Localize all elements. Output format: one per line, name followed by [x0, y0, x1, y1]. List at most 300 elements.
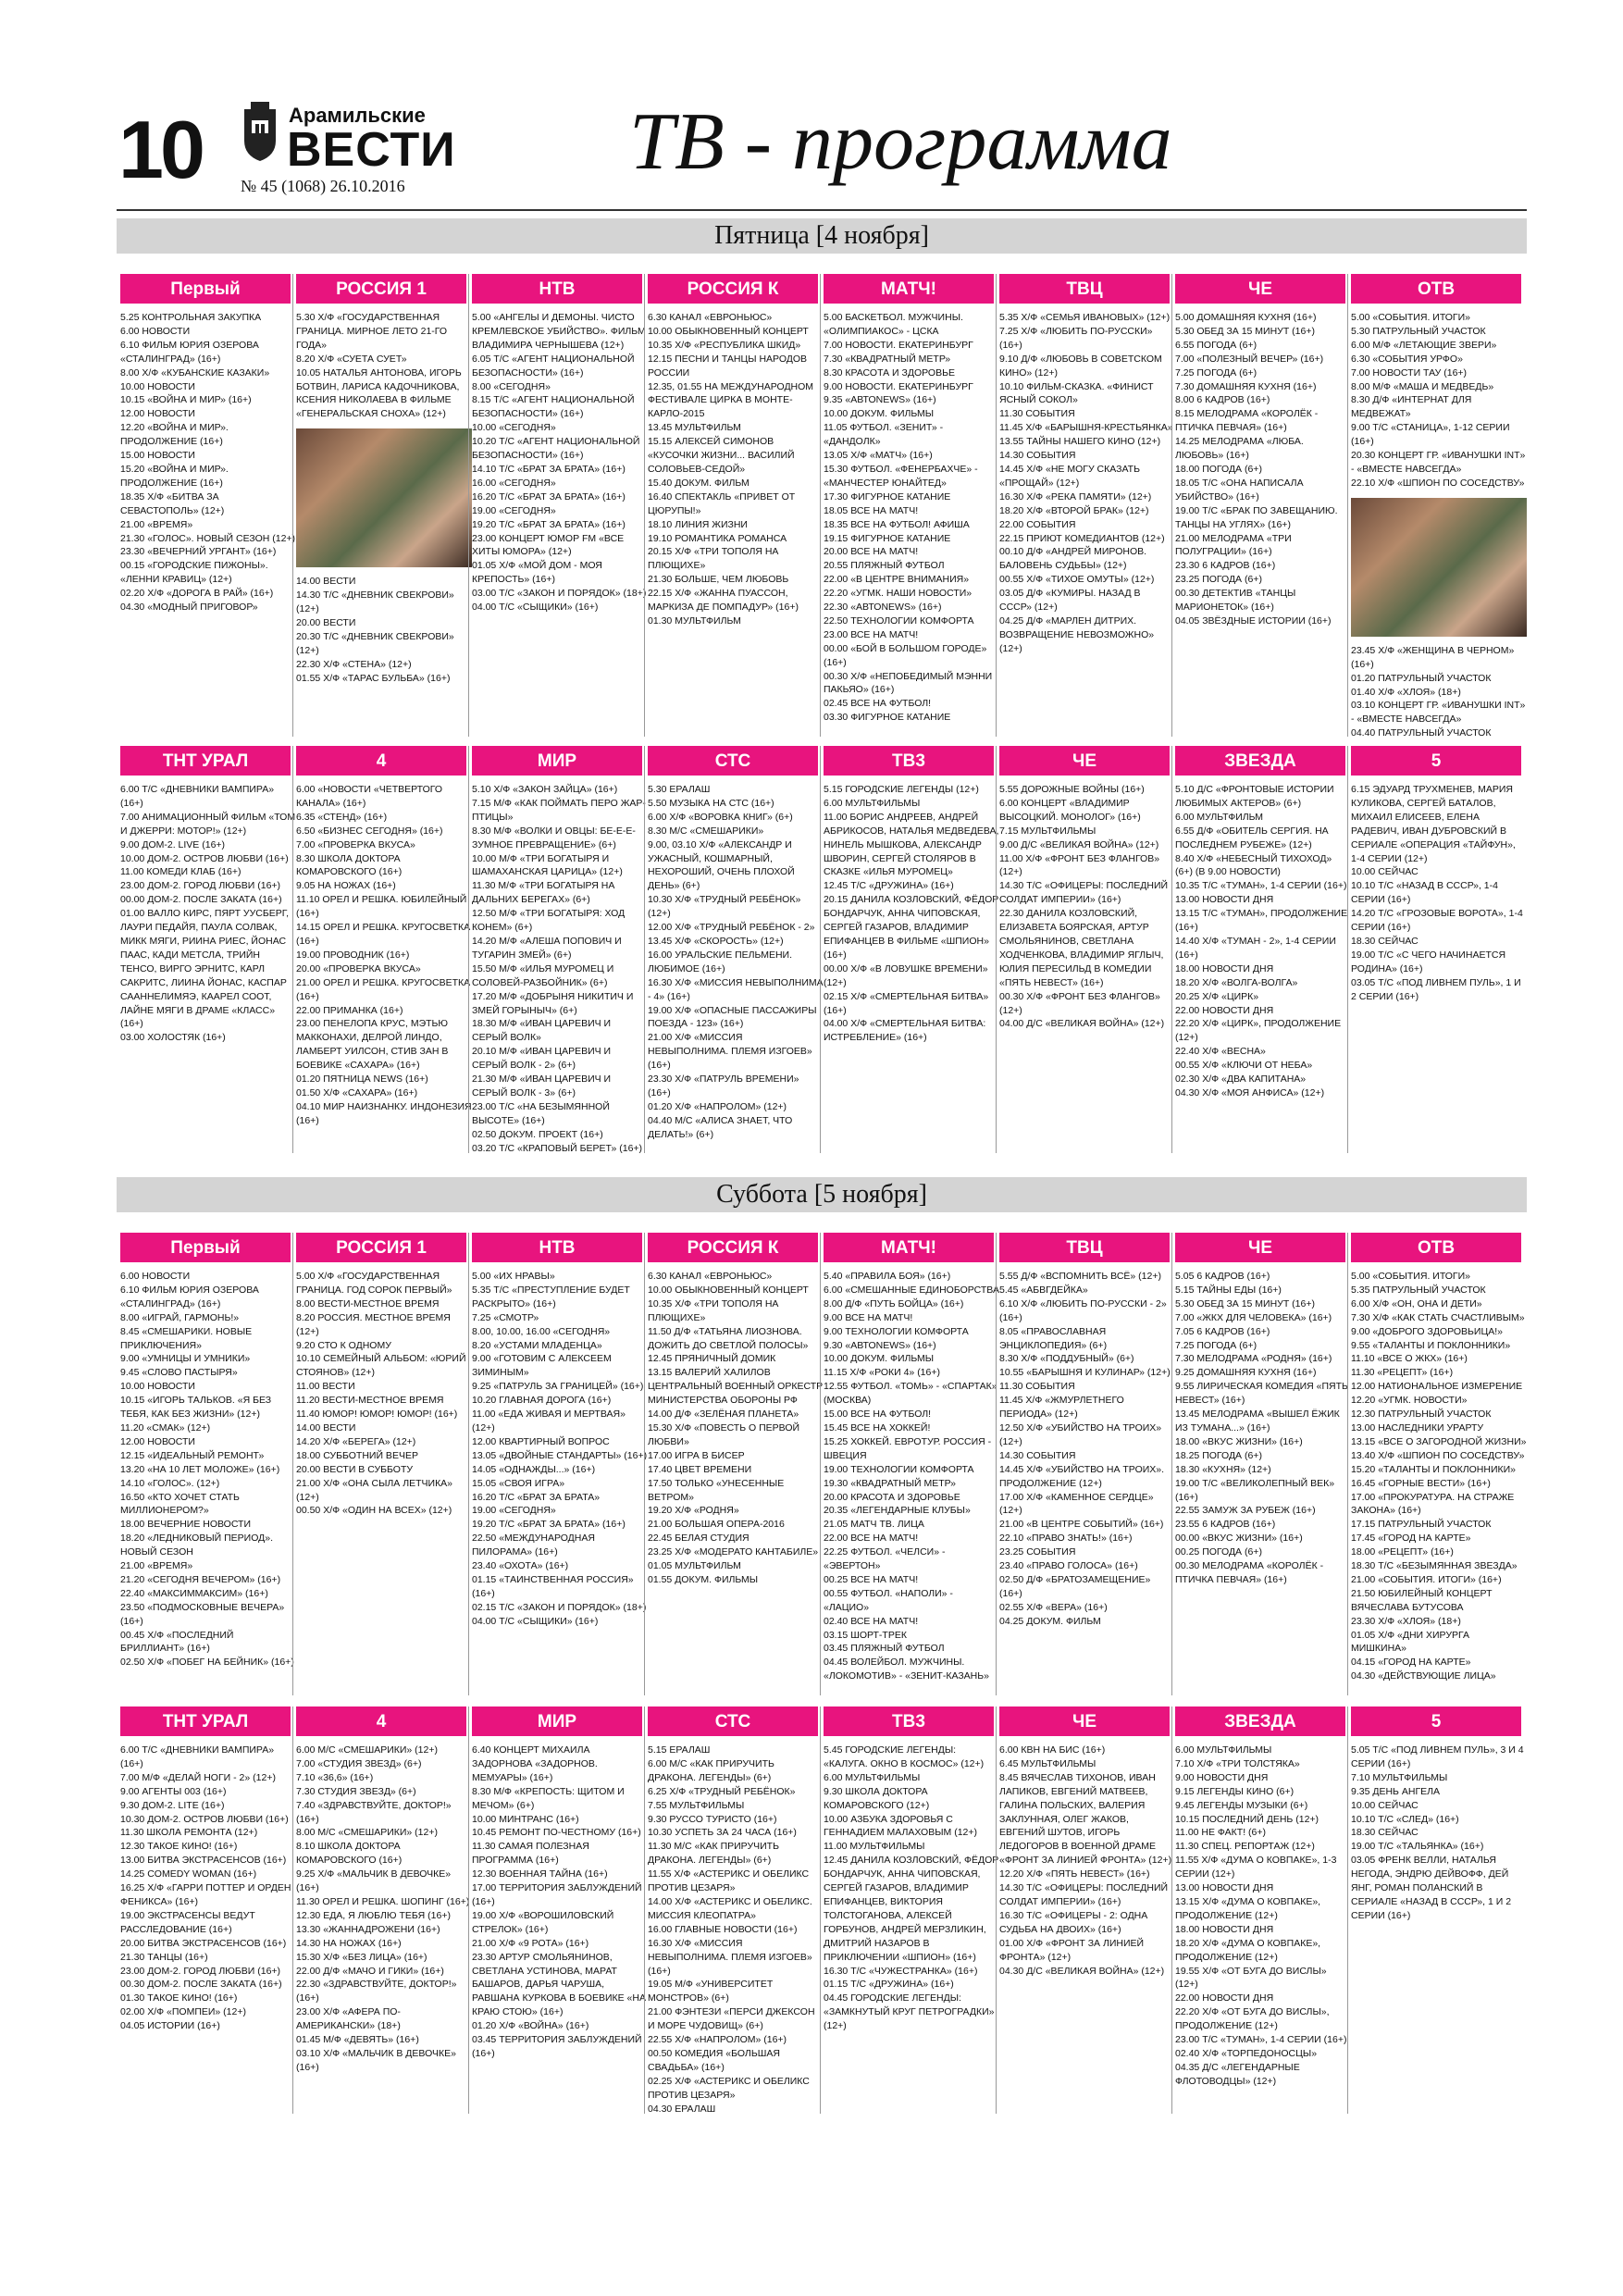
newspaper-name-top: Арамильские — [289, 104, 426, 127]
program-entry: 7.25 «СМОТР» — [472, 1311, 539, 1323]
program-entry: 11.40 ЮМОР! ЮМОР! ЮМОР! (16+) — [296, 1409, 458, 1421]
program-entry: 04.00 Х/Ф «СМЕРТЕЛЬНАЯ БИТВА: ИСТРЕБЛЕНИЕ» (16+) — [824, 1018, 986, 1044]
program-entry: 6.40 КОНЦЕРТ МИХАИЛА ЗАДОРНОВА «ЗАДОРНОВ. МЕМУАРЫ» (16+) — [472, 1744, 598, 1783]
program-entry: 9.30 ДОМ-2. LITE (16+) — [120, 1799, 225, 1811]
program-entry: 12.45 Т/С «ДРУЖИНА» (16+) — [824, 880, 954, 892]
program-entry: 21.00 ОРЕЛ И РЕШКА. КРУГОСВЕТКА (16+) — [296, 976, 471, 1002]
program-entry: 15.00 НОВОСТИ — [120, 450, 195, 462]
program-entry: 21.00 ФЭНТЕЗИ «ПЕРСИ ДЖЕКСОН И МОРЕ ЧУДОВИЩ» (6+) — [648, 2006, 815, 2032]
program-entry: 00.30 Х/Ф «НЕПОБЕДИМЫЙ МЭННИ ПАКЬЯО» (16+) — [824, 670, 993, 696]
program-entry: 12.00 Х/Ф «ТРУДНЫЙ РЕБЁНОК - 2» — [648, 922, 815, 934]
program-entry: 9.00 ДОМ-2. LIVE (16+) — [120, 838, 226, 850]
channel-logo — [472, 1706, 648, 1736]
program-entry: 14.30 СОБЫТИЯ — [999, 1449, 1076, 1461]
program-entry: 5.15 ГОРОДСКИЕ ЛЕГЕНДЫ (12+) — [824, 784, 979, 795]
program-entry: 7.00 НОВОСТИ. ЕКАТЕРИНБУРГ — [824, 339, 973, 351]
program-entry: 7.15 М/Ф «КАК ПОЙМАТЬ ПЕРО ЖАР-ПТИЦЫ» — [472, 797, 646, 823]
channel-column — [120, 274, 296, 737]
promo-photo — [1351, 498, 1527, 637]
program-entry: 17.30 ФИГУРНОЕ КАТАНИЕ — [824, 490, 951, 503]
program-entry: 00.00 «ВКУС ЖИЗНИ» (16+) — [1175, 1533, 1303, 1545]
program-entry: 6.00 МУЛЬТФИЛЬМ — [1175, 811, 1264, 823]
program-entry: 8.00, 10.00, 16.00 «СЕГОДНЯ» — [472, 1325, 611, 1337]
program-entry: 5.45 ГОРОДСКИЕ ЛЕГЕНДЫ: «КАЛУГА. ОКНО В КОСМОС» (12+) — [824, 1744, 985, 1769]
program-entry: 12.50 Х/Ф «УБИЙСТВО НА ТРОИХ» (12+) — [999, 1421, 1162, 1447]
program-entry: 9.00, 03.10 Х/Ф «АЛЕКСАНДР И УЖАСНЫЙ, КОШМАРНЫЙ, НЕХОРОШИЙ, ОЧЕНЬ ПЛОХОЙ ДЕНЬ» (6+) — [648, 838, 795, 892]
program-entry: 14.45 Х/Ф «УБИЙСТВО НА ТРОИХ». ПРОДОЛЖЕНИЕ (12+) — [999, 1463, 1165, 1489]
program-entry: 9.55 ЛИРИЧЕСКАЯ КОМЕДИЯ «ПЯТЬ НЕВЕСТ» (16+) — [1175, 1381, 1348, 1407]
column-divider — [820, 1233, 821, 1695]
program-entry: 21.50 ЮБИЛЕЙНЫЙ КОНЦЕРТ ВЯЧЕСЛАВА БУТУСОВА — [1351, 1587, 1493, 1613]
program-entry: 22.00 СОБЫТИЯ — [999, 518, 1076, 530]
program-entry: 10.00 «СЕГОДНЯ» — [472, 422, 556, 434]
channel-logo — [824, 274, 999, 304]
program-entry: 13.20 «НА 10 ЛЕТ МОЛОЖЕ» (16+) — [120, 1463, 280, 1475]
program-entry: 00.30 Х/Ф «ФРОНТ БЕЗ ФЛАНГОВ» (12+) — [999, 990, 1160, 1016]
program-entry: 5.10 Д/С «ФРОНТОВЫЕ ИСТОРИИ ЛЮБИМЫХ АКТЕРОВ» (6+) — [1175, 784, 1334, 809]
program-entry: 02.20 Х/Ф «ДОРОГА В РАЙ» (16+) — [120, 588, 274, 600]
page-title: ТВ - программа — [629, 97, 1172, 187]
channel-logo — [1351, 1706, 1527, 1736]
channel-logo — [1351, 1233, 1527, 1262]
program-entry: 10.00 ОБЫКНОВЕННЫЙ КОНЦЕРТ — [648, 1284, 809, 1296]
program-entry: 19.20 Т/С «БРАТ ЗА БРАТА» (16+) — [472, 518, 626, 530]
program-entry: 00.55 Х/Ф «КЛЮЧИ ОТ НЕБА» — [1175, 1060, 1313, 1072]
program-entry: 14.00 ВЕСТИ — [296, 1421, 356, 1433]
program-entry: 04.40 ПАТРУЛЬНЫЙ УЧАСТОК — [1351, 727, 1492, 737]
program-entry: 11.00 «ЕДА ЖИВАЯ И МЕРТВАЯ» (12+) — [472, 1409, 626, 1433]
program-entry: 5.45 «АБВГДЕЙКА» — [999, 1284, 1088, 1296]
program-entry: 03.10 КОНЦЕРТ ГР. «ИВАНУШКИ INT» - «ВМЕСТЕ НАВСЕГДА» — [1351, 700, 1526, 726]
program-entry: 8.00 «СЕГОДНЯ» — [472, 380, 551, 392]
program-entry: 20.00 БИТВА ЭКСТРАСЕНСОВ (16+) — [120, 1937, 287, 1949]
program-entry: 5.30 ОБЕД ЗА 15 МИНУТ (16+) — [1175, 1297, 1315, 1309]
program-entry: 22.30 ДАНИЛА КОЗЛОВСКИЙ, ЕЛИЗАВЕТА БОЯРСКАЯ, АРТУР СМОЛЬЯНИНОВ, СВЕТЛАНА ХОДЧЕНКОВА, ВЛАДИМИР ЯГЛЫЧ, ЮЛИЯ ПЕРЕСИЛЬД В КОМЕДИИ «ПЯТЬ НЕВЕСТ» (16+) — [999, 908, 1164, 988]
program-entry: 8.45 «СМЕШАРИКИ. НОВЫЕ ПРИКЛЮЧЕНИЯ» — [120, 1325, 253, 1351]
channel-column — [296, 274, 472, 737]
program-entry: 9.00 «ДОБРОГО ЗДОРОВЬИЦА!» — [1351, 1325, 1504, 1337]
program-entry: 03.00 Т/С «ЗАКОН И ПОРЯДОК» (18+) — [472, 588, 647, 600]
program-entry: 21.30 «ГОЛОС». НОВЫЙ СЕЗОН (12+) — [120, 532, 296, 544]
program-entry: 16.45 «ГОРНЫЕ ВЕСТИ» (16+) — [1351, 1477, 1491, 1489]
program-entry: 6.00 М/С «СМЕШАРИКИ» (12+) — [296, 1744, 438, 1756]
program-entry: 14.30 СОБЫТИЯ — [999, 450, 1076, 462]
program-entry: 7.00 «ПОЛЕЗНЫЙ ВЕЧЕР» (16+) — [1175, 353, 1324, 365]
program-entry: 12.15 ПЕСНИ И ТАНЦЫ НАРОДОВ РОССИИ — [648, 353, 808, 379]
channel-column — [648, 1233, 824, 1695]
program-entry: 5.00 «СОБЫТИЯ. ИТОГИ» — [1351, 1271, 1471, 1282]
program-entry: 9.00 Т/С «СТАНИЦА», 1-12 СЕРИИ (16+) — [1351, 422, 1510, 448]
program-entry: 12.20 «УГМК. НОВОСТИ» — [1351, 1395, 1468, 1407]
program-entry: 00.30 ДОМ-2. ПОСЛЕ ЗАКАТА (16+) — [120, 1979, 282, 1991]
program-entry: 9.15 ЛЕГЕНДЫ КИНО (6+) — [1175, 1785, 1295, 1797]
program-entry: 8.15 Т/С «АГЕНТ НАЦИОНАЛЬНОЙ БЕЗОПАСНОСТИ» (16+) — [472, 394, 635, 420]
channel-logo — [296, 746, 472, 776]
channel-column — [1175, 1233, 1351, 1695]
program-entry: 12.20 «ВОЙНА И МИР». ПРОДОЛЖЕНИЕ (16+) — [120, 422, 229, 448]
channel-name: ЧЕ — [1175, 274, 1345, 304]
channel-column — [824, 746, 999, 1153]
program-entry: 13.15 ВАЛЕРИЙ ХАЛИЛОВ ЦЕНТРАЛЬНЫЙ ВОЕННЫЙ ОРКЕСТР МИНИСТЕРСТВА ОБОРОНЫ РФ — [648, 1367, 824, 1407]
program-entry: 01.40 Х/Ф «ХЛОЯ» (18+) — [1351, 686, 1461, 698]
column-divider — [292, 1706, 293, 2114]
issue-line: № 45 (1068) 26.10.2016 — [241, 177, 405, 195]
program-entry: 10.30 УСПЕТЬ ЗА 24 ЧАСА (16+) — [648, 1827, 797, 1839]
page-number: 10 — [118, 104, 202, 195]
coat-of-arms-icon — [241, 100, 279, 163]
program-entry: 21.00 Х/Ф «9 РОТА» (16+) — [472, 1937, 589, 1949]
program-entry: 23.30 6 КАДРОВ (16+) — [1175, 560, 1276, 572]
program-entry: 00.55 Х/Ф «ТИХОЕ ОМУТЫ» (12+) — [999, 574, 1155, 586]
program-entry: 22.00 НОВОСТИ ДНЯ — [1175, 1004, 1274, 1016]
program-entry: 04.05 ИСТОРИИ (16+) — [120, 2020, 220, 2032]
program-entry: 23.30 Х/Ф «ХЛОЯ» (18+) — [1351, 1615, 1461, 1627]
channel-logo — [472, 274, 648, 304]
program-entry: 20.25 Х/Ф «ЦИРК» — [1175, 990, 1259, 1002]
program-entry: 8.10 ШКОЛА ДОКТОРА КОМАРОВСКОГО (16+) — [296, 1841, 403, 1867]
program-entry: 9.30 РУССО ТУРИСТО (16+) — [648, 1813, 777, 1825]
program-entry: 18.30 СЕЙЧАС — [1351, 1827, 1419, 1839]
column-divider — [644, 1233, 645, 1695]
program-entry: 19.05 М/Ф «УНИВЕРСИТЕТ МОНСТРОВ» (6+) — [648, 1979, 774, 2004]
program-entry: 18.05 Т/С «ОНА НАПИСАЛА УБИЙСТВО» (16+) — [1175, 477, 1304, 503]
program-entry: 13.15 «ВСЕ О ЗАГОРОДНОЙ ЖИЗНИ» — [1351, 1435, 1527, 1447]
program-entry: 11.30 «РЕЦЕПТ» (16+) — [1351, 1367, 1454, 1379]
day-header: Суббота [5 ноября] — [117, 1177, 1527, 1212]
program-entry: 14.20 М/Ф «АЛЕША ПОПОВИЧ И ТУГАРИН ЗМЕЙ» (6+) — [472, 935, 622, 961]
program-entry: 16.50 «КТО ХОЧЕТ СТАТЬ МИЛЛИОНЕРОМ?» — [120, 1491, 240, 1517]
channel-logo — [999, 274, 1175, 304]
program-entry: 8.30 Д/Ф «ИНТЕРНАТ ДЛЯ МЕДВЕЖАТ» — [1351, 394, 1472, 420]
program-entry: 16.25 Х/Ф «ГАРРИ ПОТТЕР И ОРДЕН ФЕНИКСА» (16+) — [120, 1882, 291, 1907]
program-entry: 22.40 Х/Ф «ВЕСНА» — [1175, 1046, 1266, 1058]
program-entry: 7.30 МЕЛОДРАМА «РОДНЯ» (16+) — [1175, 1353, 1332, 1365]
program-entry: 14.00 Х/Ф «АСТЕРИКС И ОБЕЛИКС. МИССИЯ КЛЕОПАТРА» — [648, 1895, 812, 1921]
program-entry: 7.00 «СТУДИЯ ЗВЕЗД» (6+) — [296, 1757, 422, 1769]
program-entry: 5.15 ЕРАЛАШ — [648, 1744, 711, 1756]
program-entry: 00.45 Х/Ф «ПОСЛЕДНИЙ БРИЛЛИАНТ» (16+) — [120, 1629, 234, 1655]
program-entry: 00.50 КОМЕДИЯ «БОЛЬШАЯ СВАДЬБА» (16+) — [648, 2047, 780, 2073]
program-entry: 8.00 ВЕСТИ-МЕСТНОЕ ВРЕМЯ — [296, 1297, 440, 1309]
program-entry: 12.00 КВАРТИРНЫЙ ВОПРОС — [472, 1435, 610, 1447]
program-entry: 17.45 «ГОРОД НА КАРТЕ» — [1351, 1533, 1471, 1545]
program-entry: 11.15 Х/Ф «РОКИ 4» (16+) — [824, 1367, 940, 1379]
program-entry: 22.00 Д/Ф «МАЧО И ГИКИ» (16+) — [296, 1965, 444, 1977]
program-entry: 22.30 «АВТОNEWS» (16+) — [824, 602, 942, 614]
program-entry: 04.25 ДОКУМ. ФИЛЬМ — [999, 1615, 1101, 1627]
program-entry: 00.15 «ГОРОДСКИЕ ПИЖОНЫ». «ЛЕННИ КРАВИЦ» (12+) — [120, 560, 268, 586]
channel-column — [824, 1233, 999, 1695]
program-entry: 10.00 НОВОСТИ — [120, 1381, 195, 1393]
program-entry: 04.00 Д/С «ВЕЛИКАЯ ВОЙНА» (12+) — [999, 1018, 1165, 1030]
program-entry: 21.00 «ВРЕМЯ» — [120, 518, 193, 530]
program-entry: 6.10 ФИЛЬМ ЮРИЯ ОЗЕРОВА «СТАЛИНГРАД» (16+) — [120, 339, 259, 365]
program-entry: 03.20 Т/С «КРАПОВЫЙ БЕРЕТ» (16+) — [472, 1142, 643, 1153]
program-entry: 9.10 Д/Ф «ЛЮБОВЬ В СОВЕТСКОМ КИНО» (12+) — [999, 353, 1162, 379]
channel-name: МАТЧ! — [824, 1233, 994, 1262]
program-entry: 5.30 ЕРАЛАШ — [648, 784, 711, 795]
program-entry: 19.20 Х/Ф «РОДНЯ» — [648, 1505, 739, 1517]
program-entry: 19.20 Т/С «БРАТ ЗА БРАТА» (16+) — [472, 1519, 626, 1531]
program-entry: 20.00 ВЕСТИ — [296, 616, 356, 628]
channel-column — [999, 1706, 1175, 2114]
channel-column — [296, 1706, 472, 2114]
channel-name: ТНТ УРАЛ — [120, 746, 291, 776]
column-divider — [820, 1706, 821, 2114]
program-entry: 11.30 САМАЯ ПОЛЕЗНАЯ ПРОГРАММА (16+) — [472, 1841, 589, 1867]
program-entry: 10.00 МИНТРАНС (16+) — [472, 1813, 579, 1825]
program-entry: 10.10 СЕМЕЙНЫЙ АЛЬБОМ: «ЮРИЙ СТОЯНОВ» (12+) — [296, 1353, 466, 1379]
program-entry: 11.30 ОРЕЛ И РЕШКА. ШОПИНГ (16+) — [296, 1895, 470, 1907]
program-entry: 23.30 АРТУР СМОЛЬЯНИНОВ, СВЕТЛАНА УСТИНОВА, МАРАТ БАШАРОВ, ДАРЬЯ ЧАРУША, РАВШАНА КУРКОВА В БОЕВИКЕ «НА КРАЮ СТОЮ» (16+) — [472, 1951, 646, 2018]
program-entry: 23.00 ДОМ-2. ГОРОД ЛЮБВИ (16+) — [120, 880, 281, 892]
program-entry: 12.35, 01.55 НА МЕЖДУНАРОДНОМ ФЕСТИВАЛЕ ЦИРКА В МОНТЕ-КАРЛО-2015 — [648, 380, 814, 420]
channel-column — [648, 274, 824, 737]
program-entry: 19.00 ЭКСТРАСЕНСЫ ВЕДУТ РАССЛЕДОВАНИЕ (16+) — [120, 1909, 255, 1935]
program-entry: 00.30 ДЕТЕКТИВ «ТАНЦЫ МАРИОНЕТОК» (16+) — [1175, 588, 1296, 614]
program-entry: 01.55 ДОКУМ. ФИЛЬМЫ — [648, 1573, 759, 1585]
program-entry: 7.40 «ЗДРАВСТВУЙТЕ, ДОКТОР!» (16+) — [296, 1799, 452, 1825]
program-entry: 15.20 «ТАЛАНТЫ И ПОКЛОННИКИ» — [1351, 1463, 1517, 1475]
program-entry: 10.15 «ИГОРЬ ТАЛЬКОВ. «Я БЕЗ ТЕБЯ, КАК БЕЗ ЖИЗНИ» (12+) — [120, 1395, 272, 1421]
program-entry: 20.15 Х/Ф «ТРИ ТОПОЛЯ НА ПЛЮЩИХЕ» — [648, 546, 779, 572]
program-entry: 13.30 «ЖАННАДРОЖЕНИ (16+) — [296, 1923, 440, 1935]
program-entry: 21.00 Х/Ф «МИССИЯ НЕВЫПОЛНИМА. ПЛЕМЯ ИЗГОЕВ» (16+) — [648, 1032, 812, 1072]
program-entry: 10.00 М/Ф «ТРИ БОГАТЫРЯ И ШАМАХАНСКАЯ ЦАРИЦА» (12+) — [472, 852, 623, 878]
channel-name: ЧЕ — [1175, 1233, 1345, 1262]
program-entry: 6.00 «НОВОСТИ «ЧЕТВЕРТОГО КАНАЛА» (16+) — [296, 784, 443, 809]
program-entry: 12.45 ДАНИЛА КОЗЛОВСКИЙ, ФЁДОР БОНДАРЧУК, АННА ЧИПОВСКАЯ, СЕРГЕЙ ГАЗАРОВ, ВЛАДИМИР ЕПИФАНЦЕВ, ВИКТОРИЯ ТОЛСТОГАНОВА, АЛЕКСЕЙ ГОРБУНОВ, АНДРЕЙ МЕРЗЛИКИН, ДМИТРИЙ НАЗАРОВ В ПРИКЛЮЧЕНИИ «ШПИОН» (16+) — [824, 1855, 999, 1963]
program-entry: 23.30 Х/Ф «ПАТРУЛЬ ВРЕМЕНИ» (16+) — [648, 1074, 799, 1098]
program-entry: 15.20 «ВОЙНА И МИР». ПРОДОЛЖЕНИЕ (16+) — [120, 463, 229, 489]
program-entry: 01.05 Х/Ф «МОЙ ДОМ - МОЯ КРЕПОСТЬ» (16+) — [472, 560, 602, 586]
program-entry: 7.55 МУЛЬТФИЛЬМЫ — [648, 1799, 745, 1811]
program-entry: 10.10 Т/С «СЛЕД» (16+) — [1351, 1813, 1459, 1825]
channel-column — [1351, 274, 1527, 737]
channel-column — [648, 1706, 824, 2114]
program-entry: 5.10 Х/Ф «ЗАКОН ЗАЙЦА» (16+) — [472, 784, 618, 795]
program-entry: 16.00 «СЕГОДНЯ» — [472, 477, 556, 489]
program-entry: 03.15 ШОРТ-ТРЕК — [824, 1629, 907, 1641]
program-entry: 19.00 «СЕГОДНЯ» — [472, 1505, 556, 1517]
program-entry: 10.20 ГЛАВНАЯ ДОРОГА (16+) — [472, 1395, 612, 1407]
program-entry: 10.35 Т/С «ТУМАН», 1-4 СЕРИИ (16+) — [1175, 880, 1347, 892]
program-entry: 13.00 НАСЛЕДНИКИ УРАРТУ — [1351, 1421, 1484, 1433]
channel-logo — [1175, 274, 1351, 304]
program-entry: 10.05 НАТАЛЬЯ АНТОНОВА, ИГОРЬ БОТВИН, ЛАРИСА КАДОЧНИКОВА, КСЕНИЯ НИКОЛАЕВА В ФИЛЬМЕ «ГЕНЕРАЛЬСКАЯ СНОХА» (12+) — [296, 366, 462, 420]
channel-name: РОССИЯ К — [648, 1233, 818, 1262]
program-entry: 01.00 Х/Ф «ФРОНТ ЗА ЛИНИЕЙ ФРОНТА» (12+) — [999, 1937, 1145, 1963]
program-entry: 8.30 Х/Ф «ПОДДУБНЫЙ» (6+) — [999, 1353, 1134, 1365]
program-entry: 7.00 М/Ф «ДЕЛАЙ НОГИ - 2» (12+) — [120, 1771, 276, 1783]
program-entry: 14.30 Т/С «ДНЕВНИК СВЕКРОВИ» (12+) — [296, 590, 454, 615]
program-entry: 18.30 «КУХНЯ» (12+) — [1175, 1463, 1271, 1475]
program-entry: 01.05 МУЛЬТФИЛЬМ — [648, 1560, 741, 1572]
program-entry: 03.05 Д/Ф «КУМИРЫ. НАЗАД В СССР» (12+) — [999, 588, 1141, 614]
program-entry: 14.40 Х/Ф «ТУМАН - 2», 1-4 СЕРИИ (16+) — [1175, 935, 1336, 961]
program-entry: 10.00 СЕЙЧАС — [1351, 1799, 1419, 1811]
program-entry: 18.05 ВСЕ НА МАТЧ! — [824, 504, 919, 516]
program-entry: 9.35 «АВТОNEWS» (16+) — [824, 394, 936, 406]
channel-logo — [648, 746, 824, 776]
program-entry: 12.55 ФУТБОЛ. «ТОМЬ» - «СПАРТАК» (МОСКВА) — [824, 1381, 997, 1407]
program-entry: 19.00 Т/С «БРАК ПО ЗАВЕЩАНИЮ. ТАНЦЫ НА УГЛЯХ» (16+) — [1175, 504, 1338, 530]
channel-name: ТНТ УРАЛ — [120, 1706, 291, 1736]
channel-name: ТВ3 — [824, 1706, 994, 1736]
program-entry: 9.30 ШКОЛА ДОКТОРА КОМАРОВСКОГО (12+) — [824, 1785, 930, 1811]
program-entry: 5.25 КОНТРОЛЬНАЯ ЗАКУПКА — [120, 312, 262, 323]
promo-photo — [296, 428, 472, 567]
program-entry: 11.30 СОБЫТИЯ — [999, 408, 1075, 420]
program-entry: 6.30 «СОБЫТИЯ УРФО» — [1351, 353, 1463, 365]
channel-name: МИР — [472, 1706, 642, 1736]
program-entry: 18.30 М/Ф «ИВАН ЦАРЕВИЧ И СЕРЫЙ ВОЛК» — [472, 1018, 612, 1044]
program-entry: 7.00 «ПРОВЕРКА ВКУСА» — [296, 838, 415, 850]
column-divider — [468, 274, 469, 737]
program-entry: 8.15 МЕЛОДРАМА «КОРОЛЁК - ПТИЧКА ПЕВЧАЯ» (16+) — [1175, 408, 1319, 434]
channel-column — [472, 1706, 648, 2114]
channel-logo — [1175, 1233, 1351, 1262]
program-entry: 6.00 М/С «КАК ПРИРУЧИТЬ ДРАКОНА. ЛЕГЕНДЫ» (6+) — [648, 1757, 774, 1783]
channel-logo — [1175, 746, 1351, 776]
channel-column — [999, 274, 1175, 737]
program-entry: 04.35 Д/С «ЛЕГЕНДАРНЫЕ ФЛОТОВОДЦЫ» (12+) — [1175, 2061, 1300, 2087]
program-entry: 20.00 «ПРОВЕРКА ВКУСА» — [296, 962, 421, 974]
program-entry: 10.35 Х/Ф «ТРИ ТОПОЛЯ НА ПЛЮЩИХЕ» — [648, 1297, 779, 1323]
program-entry: 18.00 НОВОСТИ ДНЯ — [1175, 962, 1274, 974]
program-entry: 16.30 Х/Ф «РЕКА ПАМЯТИ» (12+) — [999, 490, 1152, 503]
channel-logo — [648, 1233, 824, 1262]
program-entry: 11.30 М/Ф «ТРИ БОГАТЫРЯ НА ДАЛЬНИХ БЕРЕГАХ» (6+) — [472, 880, 615, 906]
program-entry: 21.00 Х/Ф «ОНА СЫЛА ЛЕТЧИКА» (12+) — [296, 1477, 453, 1503]
program-entry: 9.30 «АВТОNEWS» (16+) — [824, 1339, 936, 1351]
program-entry: 13.45 МУЛЬТФИЛЬМ — [648, 422, 741, 434]
channel-column — [1351, 1706, 1527, 2114]
program-entry: 11.00 КОМЕДИ КЛАБ (16+) — [120, 866, 242, 878]
program-entry: 00.50 Х/Ф «ОДИН НА ВСЕХ» (12+) — [296, 1505, 452, 1517]
program-entry: 17.00 Х/Ф «КАМЕННОЕ СЕРДЦЕ» (12+) — [999, 1491, 1154, 1517]
channel-column — [1175, 1706, 1351, 2114]
program-entry: 9.55 «ТАЛАНТЫ И ПОКЛОННИКИ» — [1351, 1339, 1511, 1351]
program-entry: 22.30 «ЗДРАВСТВУЙТЕ, ДОКТОР!» (16+) — [296, 1979, 457, 2004]
program-entry: 7.25 ПОГОДА (6+) — [1175, 1339, 1258, 1351]
program-entry: 11.20 «СМАК» (12+) — [120, 1421, 211, 1433]
program-entry: 9.00 ТЕХНОЛОГИИ КОМФОРТА — [824, 1325, 969, 1337]
program-entry: 8.30 ШКОЛА ДОКТОРА КОМАРОВСКОГО (16+) — [296, 852, 403, 878]
program-entry: 21.00 «В ЦЕНТРЕ СОБЫТИЙ» (16+) — [999, 1519, 1164, 1531]
program-entry: 19.00 ПРОВОДНИК (16+) — [296, 949, 410, 961]
program-entry: 10.10 ФИЛЬМ-СКАЗКА. «ФИНИСТ ЯСНЫЙ СОКОЛ» — [999, 380, 1154, 406]
program-entry: 10.15 «ВОЙНА И МИР» (16+) — [120, 394, 252, 406]
program-entry: 10.00 АЗБУКА ЗДОРОВЬЯ С ГЕННАДИЕМ МАЛАХОВЫМ (12+) — [824, 1813, 977, 1839]
channel-name: МИР — [472, 746, 642, 776]
program-entry: 7.30 Х/Ф «КАК СТАТЬ СЧАСТЛИВЫМ» — [1351, 1311, 1525, 1323]
program-entry: 20.15 ДАНИЛА КОЗЛОВСКИЙ, ФЁДОР БОНДАРЧУК, АННА ЧИПОВСКАЯ, СЕРГЕЙ ГАЗАРОВ, ВЛАДИМИР ЕПИФАНЦЕВ В ФИЛЬМЕ «ШПИОН» (16+) — [824, 894, 999, 961]
column-divider — [996, 746, 997, 1153]
channel-column — [296, 1233, 472, 1695]
program-entry: 18.00 ВЕЧЕРНИЕ НОВОСТИ — [120, 1519, 252, 1531]
program-entry: 6.05 Т/С «АГЕНТ НАЦИОНАЛЬНОЙ БЕЗОПАСНОСТИ» (16+) — [472, 353, 635, 379]
channel-name: 5 — [1351, 746, 1521, 776]
program-entry: 23.00 ПЕНЕЛОПА КРУС, МЭТЬЮ МАККОНАХИ, ДЕЛРОЙ ЛИНДО, ЛАМБЕРТ УИЛСОН, СТИВ ЗАН В БОЕВИКЕ «САХАРА» (16+) — [296, 1018, 449, 1072]
program-entry: 18.20 Х/Ф «ВТОРОЙ БРАК» (12+) — [999, 504, 1149, 516]
program-entry: 14.25 COMEDY WOMAN (16+) — [120, 1868, 257, 1880]
program-entry: 19.55 Х/Ф «ОТ БУГА ДО ВИСЛЫ» (12+) — [1175, 1965, 1327, 1991]
program-entry: 14.45 Х/Ф «НЕ МОГУ СКАЗАТЬ «ПРОЩАЙ» (12+) — [999, 463, 1140, 489]
program-entry: 9.35 ДЕНЬ АНГЕЛА — [1351, 1785, 1441, 1797]
program-entry: 15.30 ФУТБОЛ. «ФЕНЕРБАХЧЕ» - «МАНЧЕСТЕР ЮНАЙТЕД» — [824, 463, 978, 489]
program-entry: 17.20 М/Ф «ДОБРЫНЯ НИКИТИЧ И ЗМЕЙ ГОРЫНЫЧ» (6+) — [472, 990, 634, 1016]
channel-column — [1175, 274, 1351, 737]
program-entry: 01.20 Х/Ф «ВОЙНА» (16+) — [472, 2020, 589, 2032]
program-entry: 14.30 Т/С «ОФИЦЕРЫ: ПОСЛЕДНИЙ СОЛДАТ ИМПЕРИИ» (16+) — [999, 1882, 1169, 1907]
program-entry: 13.00 БИТВА ЭКСТРАСЕНСОВ (16+) — [120, 1855, 287, 1867]
program-entry: 12.30 ПАТРУЛЬНЫЙ УЧАСТОК — [1351, 1409, 1492, 1421]
program-entry: 7.05 6 КАДРОВ (16+) — [1175, 1325, 1270, 1337]
program-entry: 6.00 М/Ф «ЛЕТАЮЩИЕ ЗВЕРИ» — [1351, 339, 1497, 351]
program-entry: 5.35 Т/С «ПРЕСТУПЛЕНИЕ БУДЕТ РАСКРЫТО» (16+) — [472, 1284, 630, 1309]
channel-logo — [120, 1706, 296, 1736]
program-entry: 7.10 «36,6» (16+) — [296, 1771, 374, 1783]
program-entry: 10.00 СЕЙЧАС — [1351, 866, 1419, 878]
program-entry: 9.45 ЛЕГЕНДЫ МУЗЫКИ (6+) — [1175, 1799, 1308, 1811]
program-entry: 15.40 ДОКУМ. ФИЛЬМ — [648, 477, 750, 489]
program-entry: 15.45 ВСЕ НА ХОККЕЙ! — [824, 1421, 931, 1433]
program-entry: 5.00 Х/Ф «ГОСУДАРСТВЕННАЯ ГРАНИЦА. ГОД СОРОК ПЕРВЫЙ» — [296, 1271, 452, 1296]
program-entry: 8.20 РОССИЯ. МЕСТНОЕ ВРЕМЯ (12+) — [296, 1311, 451, 1337]
program-entry: 20.00 КРАСОТА И ЗДОРОВЬЕ — [824, 1491, 960, 1503]
program-entry: 11.45 Х/Ф «ЖМУРЛЕТНЕГО ПЕРИОДА» (12+) — [999, 1395, 1124, 1421]
program-entry: 04.00 Т/С «СЫЩИКИ» (16+) — [472, 602, 599, 614]
channel-logo — [296, 274, 472, 304]
program-entry: 6.10 ФИЛЬМ ЮРИЯ ОЗЕРОВА «СТАЛИНГРАД» (16+) — [120, 1284, 259, 1309]
program-entry: 12.15 «ИДЕАЛЬНЫЙ РЕМОНТ» — [120, 1449, 265, 1461]
program-entry: 13.05 «ДВОЙНЫЕ СТАНДАРТЫ» (16+) — [472, 1449, 648, 1461]
program-entry: 23.00 Х/Ф «АФЕРА ПО-АМЕРИКАНСКИ» (18+) — [296, 2006, 401, 2032]
channel-logo — [296, 1706, 472, 1736]
channel-column — [1351, 746, 1527, 1153]
program-entry: 7.00 АНИМАЦИОННЫЙ ФИЛЬМ «ТОМ И ДЖЕРРИ: МОТОР!» (12+) — [120, 811, 296, 837]
program-entry: 01.20 ПАТРУЛЬНЫЙ УЧАСТОК — [1351, 672, 1492, 684]
program-entry: 11.20 ВЕСТИ-МЕСТНОЕ ВРЕМЯ — [296, 1395, 444, 1407]
program-entry: 11.05 ФУТБОЛ. «ЗЕНИТ» - «ДАНДОЛК» — [824, 422, 944, 448]
program-entry: 12.00 НОВОСТИ — [120, 1435, 195, 1447]
channel-logo — [824, 1233, 999, 1262]
column-divider — [996, 1233, 997, 1695]
program-entry: 9.25 «ПАТРУЛЬ ЗА ГРАНИЦЕЙ» (16+) — [472, 1381, 644, 1393]
program-entry: 9.00 ВСЕ НА МАТЧ! — [824, 1311, 913, 1323]
program-entry: 18.30 СЕЙЧАС — [1351, 935, 1419, 947]
program-entry: 6.00 Т/С «ДНЕВНИКИ ВАМПИРА» (16+) — [120, 1744, 275, 1769]
program-entry: 5.35 Х/Ф «СЕМЬЯ ИВАНОВЫХ» (12+) — [999, 312, 1171, 323]
program-entry: 00.10 Д/Ф «АНДРЕЙ МИРОНОВ. БАЛОВЕНЬ СУДЬБЫ» (12+) — [999, 546, 1147, 572]
channel-name: Первый — [120, 274, 291, 304]
program-entry: 22.50 «МЕЖДУНАРОДНАЯ ПИЛОРАМА» (16+) — [472, 1533, 595, 1558]
program-entry: 21.30 БОЛЬШЕ, ЧЕМ ЛЮБОВЬ — [648, 574, 789, 586]
channel-logo — [1351, 746, 1527, 776]
program-entry: 16.20 Т/С «БРАТ ЗА БРАТА» — [472, 1491, 601, 1503]
program-entry: 00.55 ФУТБОЛ. «НАПОЛИ» - «ЛАЦИО» — [824, 1587, 953, 1613]
column-divider — [644, 746, 645, 1153]
program-entry: 11.10 ОРЕЛ И РЕШКА. ЮБИЛЕЙНЫЙ (16+) — [296, 894, 467, 920]
program-entry: 14.10 Т/С «БРАТ ЗА БРАТА» (16+) — [472, 463, 626, 475]
program-entry: 20.10 М/Ф «ИВАН ЦАРЕВИЧ И СЕРЫЙ ВОЛК - 2» (6+) — [472, 1046, 612, 1072]
program-entry: 6.00 Х/Ф «ОН, ОНА И ДЕТИ» — [1351, 1297, 1482, 1309]
program-entry: 5.05 Т/С «ПОД ЛИВНЕМ ПУЛЬ», 3 И 4 СЕРИИ (16+) — [1351, 1744, 1524, 1769]
program-entry: 20.55 ПЛЯЖНЫЙ ФУТБОЛ — [824, 560, 945, 572]
program-entry: 00.00 Х/Ф «В ЛОВУШКЕ ВРЕМЕНИ» (12+) — [824, 962, 988, 988]
program-entry: 22.00 ВСЕ НА МАТЧ! — [824, 1533, 919, 1545]
